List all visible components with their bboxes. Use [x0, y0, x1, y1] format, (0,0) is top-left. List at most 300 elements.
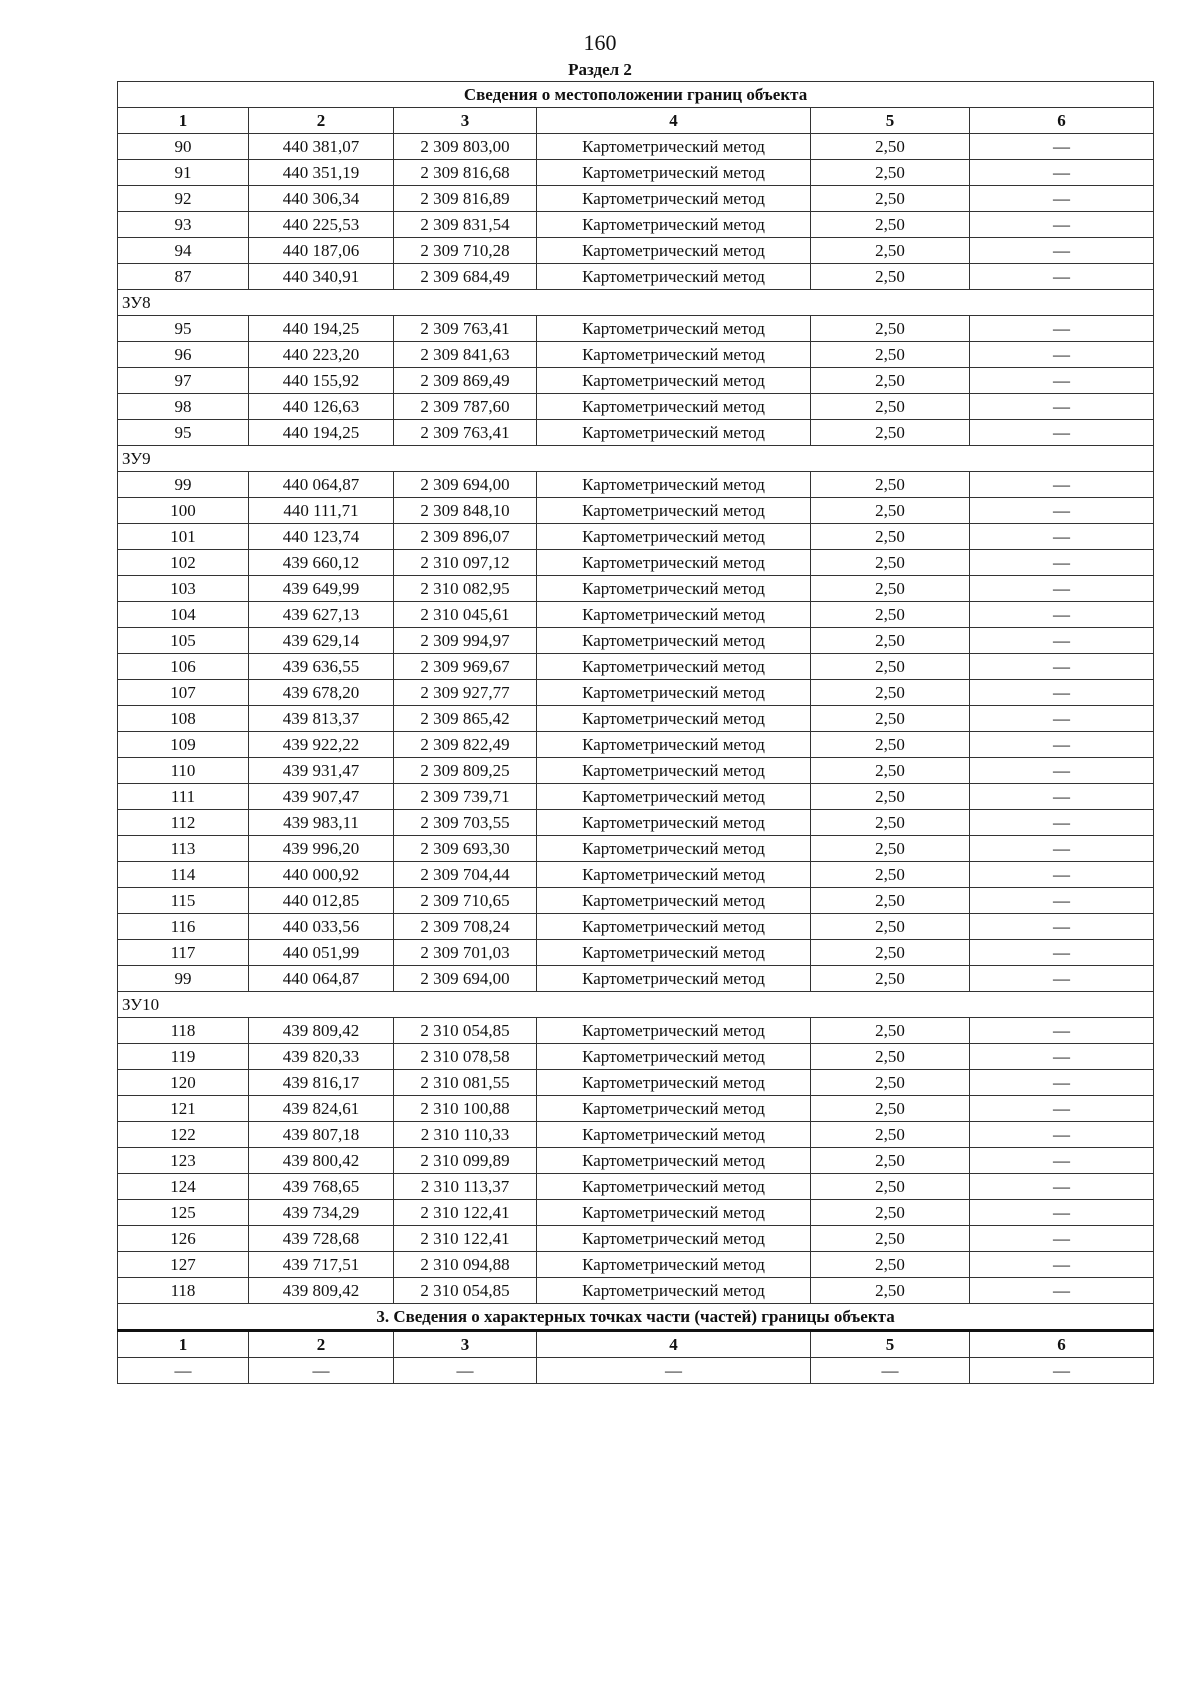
- y-coordinate-cell: 2 310 100,88: [394, 1096, 537, 1122]
- group-label: ЗУ9: [118, 446, 1154, 472]
- table-title: Сведения о местоположении границ объекта: [118, 82, 1154, 108]
- description-cell: —: [970, 1278, 1154, 1304]
- point-number-cell: 95: [118, 420, 249, 446]
- table-row: [118, 316, 1154, 342]
- description-cell: —: [970, 238, 1154, 264]
- table-row: [118, 810, 1154, 836]
- accuracy-cell: 2,50: [811, 914, 970, 940]
- y-coordinate-cell: 2 309 708,24: [394, 914, 537, 940]
- point-number-cell: 101: [118, 524, 249, 550]
- table-row: [118, 966, 1154, 992]
- description-cell: —: [970, 888, 1154, 914]
- page-number: 160: [583, 30, 617, 55]
- x-coordinate-cell: 439 717,51: [249, 1252, 394, 1278]
- accuracy-cell: 2,50: [811, 524, 970, 550]
- table-row: [118, 1122, 1154, 1148]
- method-cell: Картометрический метод: [537, 940, 811, 966]
- point-number-cell: 126: [118, 1226, 249, 1252]
- method-cell: Картометрический метод: [537, 1148, 811, 1174]
- accuracy-cell: 2,50: [811, 654, 970, 680]
- accuracy-cell: 2,50: [811, 342, 970, 368]
- x-coordinate-cell: 439 820,33: [249, 1044, 394, 1070]
- method-cell: Картометрический метод: [537, 888, 811, 914]
- y-coordinate-cell: 2 309 710,65: [394, 888, 537, 914]
- x-coordinate-cell: 440 187,06: [249, 238, 394, 264]
- method-cell: Картометрический метод: [537, 784, 811, 810]
- method-cell: Картометрический метод: [537, 732, 811, 758]
- point-number-cell: 104: [118, 602, 249, 628]
- table-row: [118, 706, 1154, 732]
- description-cell: —: [970, 576, 1154, 602]
- table-row: [118, 628, 1154, 654]
- y-coordinate-cell: 2 309 994,97: [394, 628, 537, 654]
- table-row: [118, 1358, 1154, 1384]
- accuracy-cell: 2,50: [811, 888, 970, 914]
- point-number-cell: 122: [118, 1122, 249, 1148]
- method-cell: Картометрический метод: [537, 1278, 811, 1304]
- description-cell: —: [970, 550, 1154, 576]
- table-row: [118, 264, 1154, 290]
- description-cell: —: [970, 784, 1154, 810]
- table-row: [118, 1226, 1154, 1252]
- y-coordinate-cell: 2 309 694,00: [394, 966, 537, 992]
- x-coordinate-cell: 440 223,20: [249, 342, 394, 368]
- description-cell: —: [970, 498, 1154, 524]
- x-coordinate-cell: 440 306,34: [249, 186, 394, 212]
- method-cell: Картометрический метод: [537, 420, 811, 446]
- x-coordinate-cell: 439 627,13: [249, 602, 394, 628]
- description-cell: —: [970, 706, 1154, 732]
- table-row: [118, 1070, 1154, 1096]
- table-row: [118, 524, 1154, 550]
- x-coordinate-cell: 440 012,85: [249, 888, 394, 914]
- x-coordinate-cell: 439 768,65: [249, 1174, 394, 1200]
- table-row: [118, 368, 1154, 394]
- x-coordinate-cell: 440 340,91: [249, 264, 394, 290]
- header-cell: 2: [249, 1331, 394, 1358]
- x-coordinate-cell: 439 824,61: [249, 1096, 394, 1122]
- point-number-cell: 121: [118, 1096, 249, 1122]
- header-cell: 2: [249, 108, 394, 134]
- x-coordinate-cell: 439 983,11: [249, 810, 394, 836]
- description-cell: —: [970, 420, 1154, 446]
- boundary-document: [117, 81, 1153, 1384]
- y-coordinate-cell: 2 310 045,61: [394, 602, 537, 628]
- description-cell: —: [970, 966, 1154, 992]
- table-row: [118, 212, 1154, 238]
- method-cell: —: [537, 1358, 811, 1384]
- description-cell: —: [970, 680, 1154, 706]
- accuracy-cell: 2,50: [811, 1070, 970, 1096]
- description-cell: —: [970, 368, 1154, 394]
- point-number-cell: 94: [118, 238, 249, 264]
- y-coordinate-cell: 2 309 816,68: [394, 160, 537, 186]
- x-coordinate-cell: 440 381,07: [249, 134, 394, 160]
- table-row: [118, 784, 1154, 810]
- method-cell: Картометрический метод: [537, 1122, 811, 1148]
- accuracy-cell: 2,50: [811, 1252, 970, 1278]
- x-coordinate-cell: 440 033,56: [249, 914, 394, 940]
- point-number-cell: 108: [118, 706, 249, 732]
- y-coordinate-cell: 2 309 816,89: [394, 186, 537, 212]
- point-number-cell: 90: [118, 134, 249, 160]
- accuracy-cell: 2,50: [811, 758, 970, 784]
- point-number-cell: 109: [118, 732, 249, 758]
- point-number-cell: 105: [118, 628, 249, 654]
- x-coordinate-cell: 439 922,22: [249, 732, 394, 758]
- y-coordinate-cell: 2 309 763,41: [394, 316, 537, 342]
- header-cell: 5: [811, 1331, 970, 1358]
- accuracy-cell: 2,50: [811, 940, 970, 966]
- header-cell: 5: [811, 108, 970, 134]
- point-number-cell: 118: [118, 1278, 249, 1304]
- table-row: [118, 160, 1154, 186]
- point-number-cell: 112: [118, 810, 249, 836]
- description-cell: —: [970, 316, 1154, 342]
- x-coordinate-cell: 440 064,87: [249, 472, 394, 498]
- point-number-cell: 110: [118, 758, 249, 784]
- point-number-cell: 106: [118, 654, 249, 680]
- y-coordinate-cell: 2 309 704,44: [394, 862, 537, 888]
- y-coordinate-cell: 2 310 054,85: [394, 1018, 537, 1044]
- header-cell: 4: [537, 1331, 811, 1358]
- description-cell: —: [970, 1174, 1154, 1200]
- accuracy-cell: 2,50: [811, 810, 970, 836]
- group-row: [118, 992, 1154, 1018]
- x-coordinate-cell: 440 194,25: [249, 420, 394, 446]
- method-cell: Картометрический метод: [537, 1044, 811, 1070]
- accuracy-cell: 2,50: [811, 628, 970, 654]
- y-coordinate-cell: 2 309 710,28: [394, 238, 537, 264]
- x-coordinate-cell: 439 678,20: [249, 680, 394, 706]
- accuracy-cell: 2,50: [811, 472, 970, 498]
- x-coordinate-cell: 440 155,92: [249, 368, 394, 394]
- y-coordinate-cell: 2 310 054,85: [394, 1278, 537, 1304]
- method-cell: Картометрический метод: [537, 238, 811, 264]
- table-row: [118, 654, 1154, 680]
- point-number-cell: 111: [118, 784, 249, 810]
- accuracy-cell: 2,50: [811, 1148, 970, 1174]
- description-cell: —: [970, 342, 1154, 368]
- y-coordinate-cell: 2 309 701,03: [394, 940, 537, 966]
- point-number-cell: 91: [118, 160, 249, 186]
- y-coordinate-cell: 2 309 969,67: [394, 654, 537, 680]
- point-number-cell: 117: [118, 940, 249, 966]
- accuracy-cell: 2,50: [811, 134, 970, 160]
- method-cell: Картометрический метод: [537, 264, 811, 290]
- method-cell: Картометрический метод: [537, 602, 811, 628]
- accuracy-cell: 2,50: [811, 706, 970, 732]
- point-number-cell: 99: [118, 966, 249, 992]
- description-cell: —: [970, 732, 1154, 758]
- table-row: [118, 1200, 1154, 1226]
- y-coordinate-cell: 2 309 865,42: [394, 706, 537, 732]
- header-cell: 3: [394, 108, 537, 134]
- table-row: [118, 1174, 1154, 1200]
- table-row: [118, 732, 1154, 758]
- table-row: [118, 550, 1154, 576]
- method-cell: Картометрический метод: [537, 914, 811, 940]
- x-coordinate-cell: 440 051,99: [249, 940, 394, 966]
- method-cell: Картометрический метод: [537, 1174, 811, 1200]
- x-coordinate-cell: 439 809,42: [249, 1018, 394, 1044]
- y-coordinate-cell: 2 309 787,60: [394, 394, 537, 420]
- group-label: ЗУ8: [118, 290, 1154, 316]
- point-number-cell: 124: [118, 1174, 249, 1200]
- description-cell: —: [970, 1044, 1154, 1070]
- table-row: [118, 1278, 1154, 1304]
- table-row: [118, 940, 1154, 966]
- x-coordinate-cell: 439 813,37: [249, 706, 394, 732]
- accuracy-cell: 2,50: [811, 576, 970, 602]
- table-row: [118, 602, 1154, 628]
- description-cell: —: [970, 1148, 1154, 1174]
- accuracy-cell: 2,50: [811, 394, 970, 420]
- method-cell: Картометрический метод: [537, 862, 811, 888]
- accuracy-cell: 2,50: [811, 420, 970, 446]
- y-coordinate-cell: 2 309 763,41: [394, 420, 537, 446]
- accuracy-cell: 2,50: [811, 1278, 970, 1304]
- table-row: [118, 758, 1154, 784]
- point-number-cell: 87: [118, 264, 249, 290]
- header-cell: 4: [537, 108, 811, 134]
- table-row: [118, 1044, 1154, 1070]
- x-coordinate-cell: 439 807,18: [249, 1122, 394, 1148]
- y-coordinate-cell: 2 309 803,00: [394, 134, 537, 160]
- x-coordinate-cell: 439 649,99: [249, 576, 394, 602]
- method-cell: Картометрический метод: [537, 576, 811, 602]
- y-coordinate-cell: 2 309 831,54: [394, 212, 537, 238]
- description-cell: —: [970, 524, 1154, 550]
- table-row: [118, 238, 1154, 264]
- method-cell: Картометрический метод: [537, 1096, 811, 1122]
- description-cell: —: [970, 1070, 1154, 1096]
- table-row: [118, 186, 1154, 212]
- point-number-cell: —: [118, 1358, 249, 1384]
- accuracy-cell: 2,50: [811, 1018, 970, 1044]
- group-row: [118, 290, 1154, 316]
- x-coordinate-cell: 440 126,63: [249, 394, 394, 420]
- y-coordinate-cell: 2 310 113,37: [394, 1174, 537, 1200]
- method-cell: Картометрический метод: [537, 342, 811, 368]
- method-cell: Картометрический метод: [537, 654, 811, 680]
- y-coordinate-cell: 2 310 122,41: [394, 1226, 537, 1252]
- description-cell: —: [970, 212, 1154, 238]
- x-coordinate-cell: 439 816,17: [249, 1070, 394, 1096]
- point-number-cell: 95: [118, 316, 249, 342]
- method-cell: Картометрический метод: [537, 966, 811, 992]
- y-coordinate-cell: —: [394, 1358, 537, 1384]
- point-number-cell: 100: [118, 498, 249, 524]
- method-cell: Картометрический метод: [537, 1070, 811, 1096]
- accuracy-cell: 2,50: [811, 602, 970, 628]
- description-cell: —: [970, 654, 1154, 680]
- table-row: [118, 836, 1154, 862]
- point-number-cell: 118: [118, 1018, 249, 1044]
- method-cell: Картометрический метод: [537, 680, 811, 706]
- table-row: [118, 498, 1154, 524]
- accuracy-cell: 2,50: [811, 680, 970, 706]
- method-cell: Картометрический метод: [537, 524, 811, 550]
- point-number-cell: 125: [118, 1200, 249, 1226]
- y-coordinate-cell: 2 309 848,10: [394, 498, 537, 524]
- x-coordinate-cell: 440 123,74: [249, 524, 394, 550]
- table-row: [118, 576, 1154, 602]
- x-coordinate-cell: 439 728,68: [249, 1226, 394, 1252]
- method-cell: Картометрический метод: [537, 498, 811, 524]
- header-cell: 6: [970, 108, 1154, 134]
- point-number-cell: 120: [118, 1070, 249, 1096]
- boundary-table: [117, 81, 1154, 1384]
- y-coordinate-cell: 2 310 099,89: [394, 1148, 537, 1174]
- x-coordinate-cell: 439 931,47: [249, 758, 394, 784]
- point-number-cell: 97: [118, 368, 249, 394]
- x-coordinate-cell: 440 000,92: [249, 862, 394, 888]
- method-cell: Картометрический метод: [537, 810, 811, 836]
- accuracy-cell: 2,50: [811, 212, 970, 238]
- x-coordinate-cell: 440 064,87: [249, 966, 394, 992]
- method-cell: Картометрический метод: [537, 160, 811, 186]
- method-cell: Картометрический метод: [537, 368, 811, 394]
- x-coordinate-cell: 440 111,71: [249, 498, 394, 524]
- header-cell: 1: [118, 108, 249, 134]
- y-coordinate-cell: 2 309 869,49: [394, 368, 537, 394]
- method-cell: Картометрический метод: [537, 1252, 811, 1278]
- y-coordinate-cell: 2 310 110,33: [394, 1122, 537, 1148]
- table-row: [118, 888, 1154, 914]
- method-cell: Картометрический метод: [537, 394, 811, 420]
- y-coordinate-cell: 2 309 694,00: [394, 472, 537, 498]
- method-cell: Картометрический метод: [537, 186, 811, 212]
- table-row: [118, 1096, 1154, 1122]
- accuracy-cell: 2,50: [811, 238, 970, 264]
- accuracy-cell: 2,50: [811, 1174, 970, 1200]
- method-cell: Картометрический метод: [537, 836, 811, 862]
- table-row: [118, 914, 1154, 940]
- method-cell: Картометрический метод: [537, 628, 811, 654]
- point-number-cell: 127: [118, 1252, 249, 1278]
- description-cell: —: [970, 862, 1154, 888]
- accuracy-cell: 2,50: [811, 160, 970, 186]
- table-row: [118, 394, 1154, 420]
- table-title-row: [118, 82, 1154, 108]
- y-coordinate-cell: 2 309 693,30: [394, 836, 537, 862]
- y-coordinate-cell: 2 310 094,88: [394, 1252, 537, 1278]
- method-cell: Картометрический метод: [537, 1018, 811, 1044]
- method-cell: Картометрический метод: [537, 706, 811, 732]
- header-cell: 6: [970, 1331, 1154, 1358]
- table-row: [118, 420, 1154, 446]
- point-number-cell: 116: [118, 914, 249, 940]
- accuracy-cell: 2,50: [811, 550, 970, 576]
- y-coordinate-cell: 2 310 082,95: [394, 576, 537, 602]
- accuracy-cell: 2,50: [811, 966, 970, 992]
- point-number-cell: 119: [118, 1044, 249, 1070]
- point-number-cell: 114: [118, 862, 249, 888]
- x-coordinate-cell: 439 996,20: [249, 836, 394, 862]
- description-cell: —: [970, 914, 1154, 940]
- accuracy-cell: 2,50: [811, 784, 970, 810]
- accuracy-cell: 2,50: [811, 1122, 970, 1148]
- accuracy-cell: 2,50: [811, 1200, 970, 1226]
- accuracy-cell: 2,50: [811, 732, 970, 758]
- table-row: [118, 472, 1154, 498]
- y-coordinate-cell: 2 309 739,71: [394, 784, 537, 810]
- x-coordinate-cell: 439 660,12: [249, 550, 394, 576]
- header-cell: 3: [394, 1331, 537, 1358]
- description-cell: —: [970, 1018, 1154, 1044]
- parts-title-row: [118, 1304, 1154, 1331]
- method-cell: Картометрический метод: [537, 134, 811, 160]
- accuracy-cell: 2,50: [811, 1096, 970, 1122]
- table-row: [118, 342, 1154, 368]
- y-coordinate-cell: 2 309 822,49: [394, 732, 537, 758]
- x-coordinate-cell: 440 351,19: [249, 160, 394, 186]
- description-cell: —: [970, 940, 1154, 966]
- x-coordinate-cell: 439 809,42: [249, 1278, 394, 1304]
- method-cell: Картометрический метод: [537, 550, 811, 576]
- description-cell: —: [970, 1226, 1154, 1252]
- accuracy-cell: 2,50: [811, 862, 970, 888]
- method-cell: Картометрический метод: [537, 1226, 811, 1252]
- y-coordinate-cell: 2 310 081,55: [394, 1070, 537, 1096]
- accuracy-cell: —: [811, 1358, 970, 1384]
- point-number-cell: 107: [118, 680, 249, 706]
- accuracy-cell: 2,50: [811, 264, 970, 290]
- y-coordinate-cell: 2 310 078,58: [394, 1044, 537, 1070]
- y-coordinate-cell: 2 309 896,07: [394, 524, 537, 550]
- accuracy-cell: 2,50: [811, 498, 970, 524]
- accuracy-cell: 2,50: [811, 1044, 970, 1070]
- table-row: [118, 1018, 1154, 1044]
- description-cell: —: [970, 602, 1154, 628]
- group-row: [118, 446, 1154, 472]
- point-number-cell: 96: [118, 342, 249, 368]
- parts-table-title: 3. Сведения о характерных точках части (частей) границы объекта: [118, 1304, 1154, 1331]
- description-cell: —: [970, 134, 1154, 160]
- y-coordinate-cell: 2 309 841,63: [394, 342, 537, 368]
- point-number-cell: 98: [118, 394, 249, 420]
- description-cell: —: [970, 472, 1154, 498]
- accuracy-cell: 2,50: [811, 1226, 970, 1252]
- x-coordinate-cell: —: [249, 1358, 394, 1384]
- description-cell: —: [970, 160, 1154, 186]
- description-cell: —: [970, 1200, 1154, 1226]
- accuracy-cell: 2,50: [811, 836, 970, 862]
- x-coordinate-cell: 439 629,14: [249, 628, 394, 654]
- description-cell: —: [970, 1096, 1154, 1122]
- header-cell: 1: [118, 1331, 249, 1358]
- x-coordinate-cell: 440 194,25: [249, 316, 394, 342]
- description-cell: —: [970, 186, 1154, 212]
- accuracy-cell: 2,50: [811, 316, 970, 342]
- parts-table-body: [118, 1304, 1154, 1384]
- point-number-cell: 99: [118, 472, 249, 498]
- description-cell: —: [970, 628, 1154, 654]
- point-number-cell: 123: [118, 1148, 249, 1174]
- section-title: Раздел 2: [568, 60, 632, 79]
- description-cell: —: [970, 394, 1154, 420]
- table-row: [118, 1148, 1154, 1174]
- description-cell: —: [970, 758, 1154, 784]
- x-coordinate-cell: 439 907,47: [249, 784, 394, 810]
- point-number-cell: 113: [118, 836, 249, 862]
- description-cell: —: [970, 264, 1154, 290]
- method-cell: Картометрический метод: [537, 472, 811, 498]
- x-coordinate-cell: 440 225,53: [249, 212, 394, 238]
- point-number-cell: 102: [118, 550, 249, 576]
- point-number-cell: 103: [118, 576, 249, 602]
